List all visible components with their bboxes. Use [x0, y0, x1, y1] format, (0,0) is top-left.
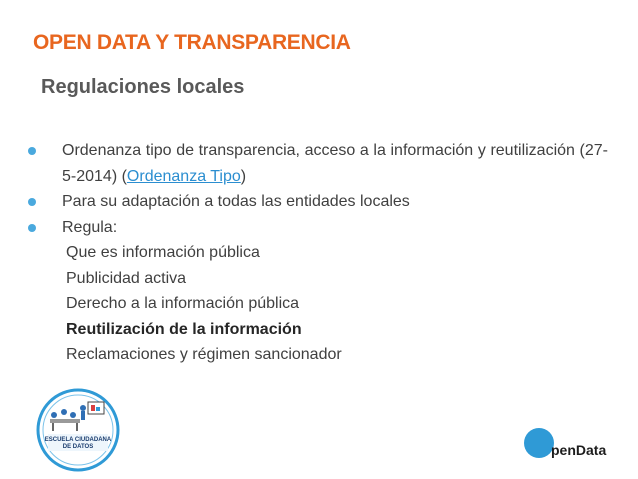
regula-item-highlighted: Reutilización de la información	[66, 320, 302, 338]
bullet-text-after: )	[240, 167, 247, 185]
bullet-text: Regula:	[62, 218, 118, 236]
bullet-item-adaptacion	[24, 189, 608, 215]
opendata-logo-text: penData	[551, 442, 607, 458]
bullet-item-ordenanza	[24, 138, 608, 189]
escuela-ciudadana-logo	[36, 388, 120, 472]
bullet-text	[62, 142, 608, 185]
bullet-text: Para su adaptación a todas las entidades locales	[62, 193, 410, 210]
bullet-list	[24, 138, 608, 368]
bullet-item-regula	[24, 215, 608, 241]
regula-item: Derecho a la información pública	[66, 295, 300, 312]
escuela-logo-text: ESCUELA CIUDADANA	[44, 437, 112, 443]
escuela-logo-text: DE DATOS	[62, 444, 94, 450]
opendata-circle-icon	[524, 428, 554, 458]
regula-item: Publicidad activa	[66, 269, 187, 287]
regula-item: Que es información pública	[66, 244, 260, 261]
bullet-dot-icon	[28, 198, 36, 206]
slide-subtitle: Regulaciones locales	[41, 76, 245, 98]
slide-title: OPEN DATA Y TRANSPARENCIA	[33, 31, 351, 54]
bullet-dot-icon	[28, 147, 36, 155]
opendata-logo	[524, 428, 634, 464]
bullet-dot-icon	[28, 224, 36, 232]
regula-item: Reclamaciones y régimen sancionador	[66, 346, 342, 363]
bullet-text-before: Ordenanza tipo de transparencia, acceso a la información y reutilización (27-5-2014) (	[62, 142, 608, 185]
ordenanza-tipo-link[interactable]: Ordenanza Tipo	[126, 167, 241, 185]
escuela-logo-graphic	[36, 388, 120, 472]
